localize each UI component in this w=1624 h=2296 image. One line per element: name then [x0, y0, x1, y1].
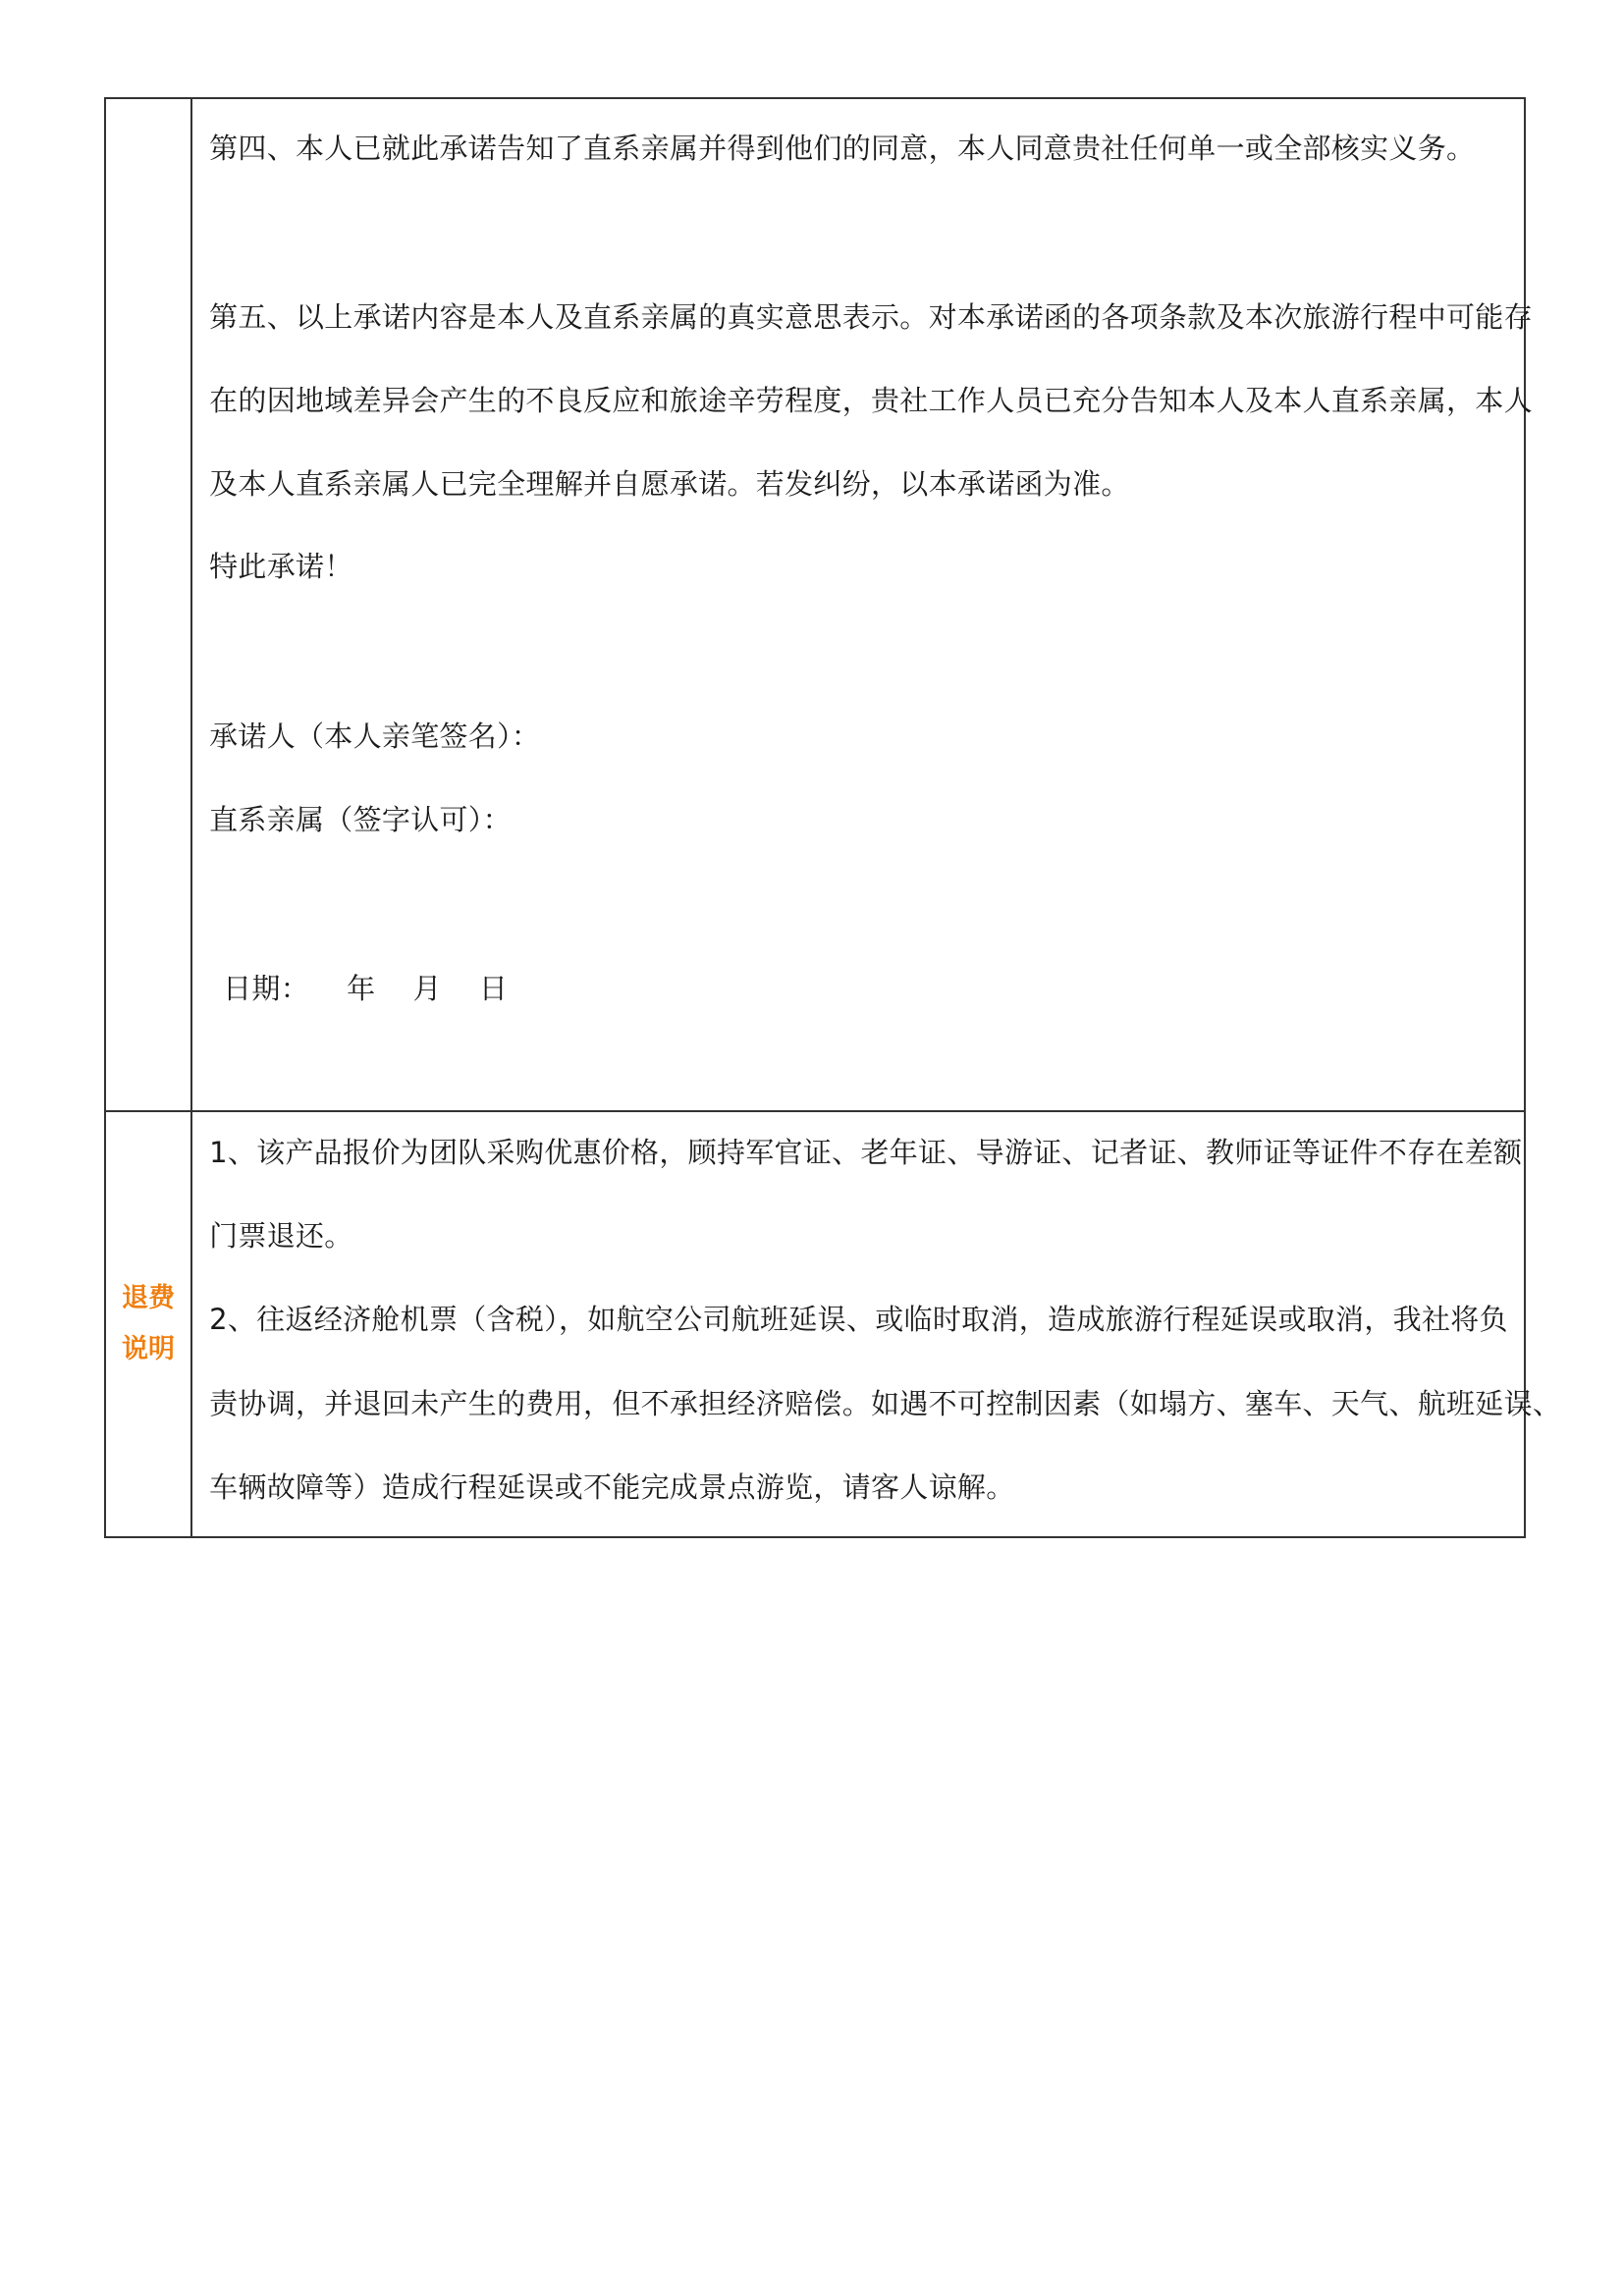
clause-5-line-3: 及本人直系亲属人已完全理解并自愿承诺。若发纠纷，以本承诺函为准。 [209, 467, 1130, 501]
refund-item-1-line-2: 门票退还。 [209, 1219, 353, 1253]
closing-statement: 特此承诺！ [209, 550, 353, 583]
signer-label: 承诺人（本人亲笔签名）： [209, 720, 541, 753]
refund-item-2-line-3: 车辆故障等）造成行程延误或不能完成景点游览，请客人谅解。 [209, 1470, 1015, 1504]
date-label: 日期： 年 月 日 [223, 972, 509, 1005]
clause-4: 第四、本人已就此承诺告知了直系亲属并得到他们的同意，本人同意贵社任何单一或全部核实义务。 [209, 132, 1476, 165]
refund-item-1-line-1: 1、该产品报价为团队采购优惠价格，顾持军官证、老年证、导游证、记者证、教师证等证件不存在差额 [209, 1136, 1523, 1169]
refund-item-2-line-1: 2、往返经济舱机票（含税），如航空公司航班延误、或临时取消，造成旅游行程延误或取消，我社将负 [209, 1303, 1508, 1336]
commitment-content-cell [191, 98, 1533, 1111]
relative-signature-label: 直系亲属（签字认可）： [209, 803, 512, 836]
refund-row [105, 1111, 1525, 1537]
refund-content-cell [191, 1111, 1562, 1537]
refund-label: 退费说明 [122, 1283, 176, 1364]
clause-5-line-1: 第五、以上承诺内容是本人及直系亲属的真实意思表示。对本承诺函的各项条款及本次旅游行程中可能存 [209, 300, 1533, 334]
commitment-row [105, 98, 1525, 1111]
clause-5-line-2: 在的因地域差异会产生的不良反应和旅途辛劳程度，贵社工作人员已充分告知本人及本人直系亲属，本人 [209, 384, 1533, 417]
info-table [104, 97, 1562, 1538]
refund-label-cell [105, 1111, 191, 1537]
commitment-label-cell [105, 98, 191, 1111]
refund-item-2-line-2: 责协调，并退回未产生的费用，但不承担经济赔偿。如遇不可控制因素（如塌方、塞车、天气、航班延误、 [209, 1387, 1562, 1420]
